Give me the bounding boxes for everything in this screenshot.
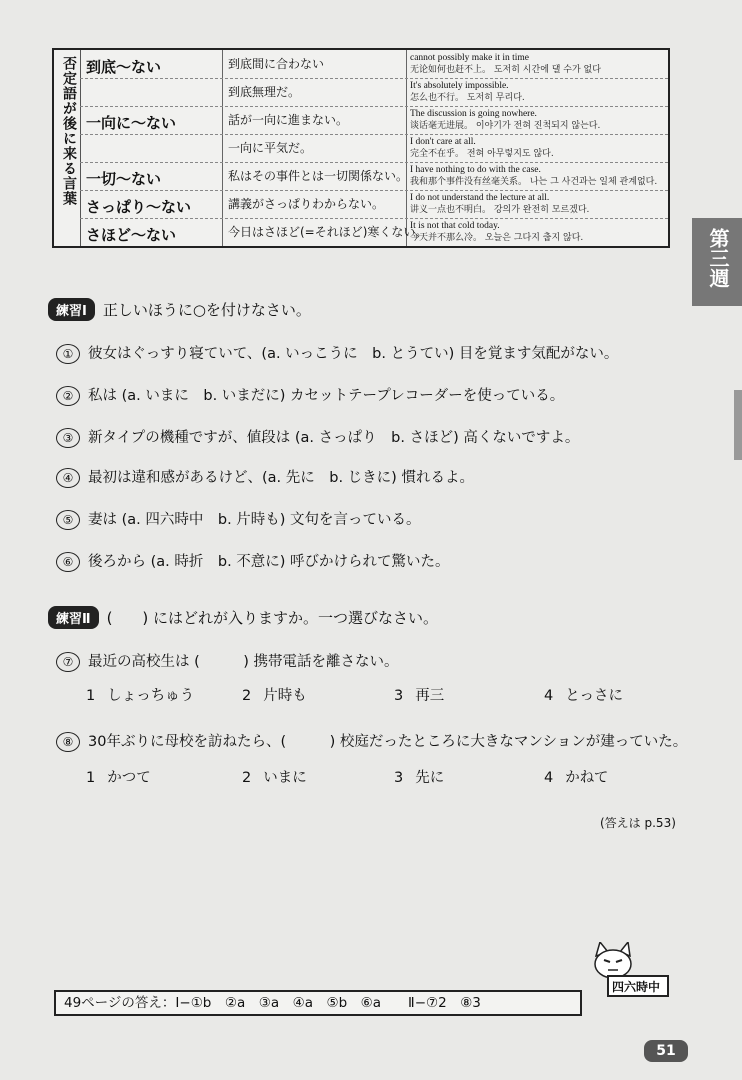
practice2-instruction: ( ) にはどれが入りますか。一つ選びなさい。	[106, 609, 439, 627]
question-4	[56, 466, 474, 488]
page-edge-marker	[734, 390, 742, 460]
choice-item	[242, 766, 307, 787]
side-label-text: 否定語が後に来る言葉	[61, 56, 77, 206]
choice-number: 2	[242, 688, 252, 704]
vocab-translation: 我和那个事件没有丝毫关系。 나는 그 사건과는 일체 관계없다.	[410, 177, 658, 187]
choice-text: いまに	[263, 770, 307, 786]
choice-number: 2	[242, 770, 252, 786]
choice-text: 再三	[415, 688, 445, 704]
choice-item	[86, 766, 151, 787]
vocab-expr: さほど〜ない	[86, 226, 177, 244]
question-number: ③	[56, 428, 80, 448]
question-number: ②	[56, 386, 80, 406]
practice1-badge: 練習Ⅰ	[48, 298, 95, 321]
practice1-instruction: 正しいほうに○を付けなさい。	[102, 301, 311, 319]
vocab-example: 到底間に合わない	[228, 57, 325, 71]
choice-number: 3	[394, 770, 404, 786]
question-number: ⑦	[56, 652, 80, 672]
choice-number: 1	[86, 770, 96, 786]
vocab-example: 講義がさっぱりわからない。	[228, 197, 385, 211]
vocab-expr: 一向に〜ない	[86, 114, 177, 132]
vocab-english: cannot possibly make it in time	[410, 53, 529, 63]
choice-item	[394, 684, 444, 705]
cat-mascot	[586, 942, 670, 1002]
vocab-side-label	[54, 50, 81, 246]
week-tab	[692, 218, 742, 306]
question-number: ⑧	[56, 732, 80, 752]
question-number: ⑤	[56, 510, 80, 530]
question-7	[56, 650, 399, 672]
vocab-translation: 讲义一点也不明白。 강의가 완전히 모르겠다.	[410, 205, 590, 215]
question-3	[56, 426, 579, 448]
page-number: 51	[644, 1040, 688, 1062]
vocab-expr: 到底〜ない	[86, 58, 162, 76]
vocab-expr: 一切〜ない	[86, 170, 162, 188]
question-number: ④	[56, 468, 80, 488]
vocab-translation: 完全不在乎。 전혀 아무렇지도 않다.	[410, 149, 554, 159]
vocab-example: 一向に平気だ。	[228, 141, 313, 155]
vocab-row	[80, 134, 668, 163]
practice2-header	[48, 606, 438, 629]
choice-text: しょっちゅう	[107, 688, 195, 704]
vocab-row	[80, 106, 668, 135]
vocab-translation: 谈话毫无进展。 이야기가 전혀 진척되지 않는다.	[410, 121, 601, 131]
question-text: 最近の高校生は ( ) 携帯電話を離さない。	[88, 654, 399, 670]
choice-item	[86, 684, 194, 705]
vocab-row	[80, 218, 668, 246]
choice-item	[544, 766, 608, 787]
question-number: ⑥	[56, 552, 80, 572]
choice-item	[242, 684, 307, 705]
vocab-translation: 今天并不那么冷。 오늘은 그다지 춥지 않다.	[410, 233, 584, 243]
mascot-sign-text: 四六時中	[612, 980, 661, 994]
choice-number: 3	[394, 688, 404, 704]
question-text: 妻は (a. 四六時中 b. 片時も) 文句を言っている。	[88, 512, 421, 528]
question-text: 彼女はぐっすり寝ていて、(a. いっこうに b. とうてい) 目を覚ます気配がない。	[88, 346, 619, 362]
week-tab-label: 第三週	[706, 228, 730, 288]
vocab-translation: 无论如何也赶不上。 도저히 시간에 댈 수가 없다	[410, 65, 601, 75]
previous-answers-text: 49ページの答え：Ⅰ−①b ②a ③a ④a ⑤b ⑥a Ⅱ−⑦2 ⑧3	[64, 995, 481, 1011]
vocab-example: 話が一向に進まない。	[228, 113, 349, 127]
vocab-english: I do not understand the lecture at all.	[410, 193, 550, 203]
vocab-example: 私はその事件とは一切関係ない。	[228, 169, 409, 183]
choice-text: とっさに	[565, 688, 623, 704]
choice-number: 1	[86, 688, 96, 704]
choice-number: 4	[544, 688, 554, 704]
vocab-english: It's absolutely impossible.	[410, 81, 509, 91]
question-number: ①	[56, 344, 80, 364]
vocab-english: I have nothing to do with the case.	[410, 165, 541, 175]
vocab-example: 今日はさほど(=それほど)寒くない。	[228, 225, 428, 239]
vocab-example: 到底無理だ。	[228, 85, 301, 99]
question-text: 30年ぶりに母校を訪ねたら、( ) 校庭だったところに大きなマンションが建っていた。	[88, 734, 688, 750]
choice-text: かつて	[107, 770, 151, 786]
question-8	[56, 730, 687, 752]
question-text: 後ろから (a. 時折 b. 不意に) 呼びかけられて驚いた。	[88, 554, 450, 570]
question-1	[56, 342, 618, 364]
choice-text: 先に	[415, 770, 445, 786]
answer-reference: (答えは p.53)	[600, 816, 676, 830]
practice2-badge: 練習Ⅱ	[48, 606, 99, 629]
question-6	[56, 550, 450, 572]
vocab-row	[80, 50, 668, 79]
vocab-expr: さっぱり〜ない	[86, 198, 192, 216]
question-text: 新タイプの機種ですが、値段は (a. さっぱり b. さほど) 高くないですよ。	[88, 430, 580, 446]
previous-answers-box	[54, 990, 582, 1016]
practice1-header	[48, 298, 311, 321]
vocab-table	[52, 48, 670, 248]
question-2	[56, 384, 564, 406]
vocab-row	[80, 162, 668, 191]
choice-item	[544, 684, 623, 705]
choice-text: 片時も	[263, 688, 307, 704]
vocab-row	[80, 190, 668, 219]
choice-text: かねて	[565, 770, 609, 786]
vocab-english: I don't care at all.	[410, 137, 476, 147]
question-5	[56, 508, 421, 530]
question-text: 私は (a. いまに b. いまだに) カセットテープレコーダーを使っている。	[88, 388, 565, 404]
vocab-english: It is not that cold today.	[410, 221, 500, 231]
question-text: 最初は違和感があるけど、(a. 先に b. じきに) 慣れるよ。	[88, 470, 474, 486]
vocab-translation: 怎么也不行。 도저히 무리다.	[410, 93, 525, 103]
choice-number: 4	[544, 770, 554, 786]
vocab-row	[80, 78, 668, 107]
vocab-english: The discussion is going nowhere.	[410, 109, 537, 119]
choice-item	[394, 766, 444, 787]
